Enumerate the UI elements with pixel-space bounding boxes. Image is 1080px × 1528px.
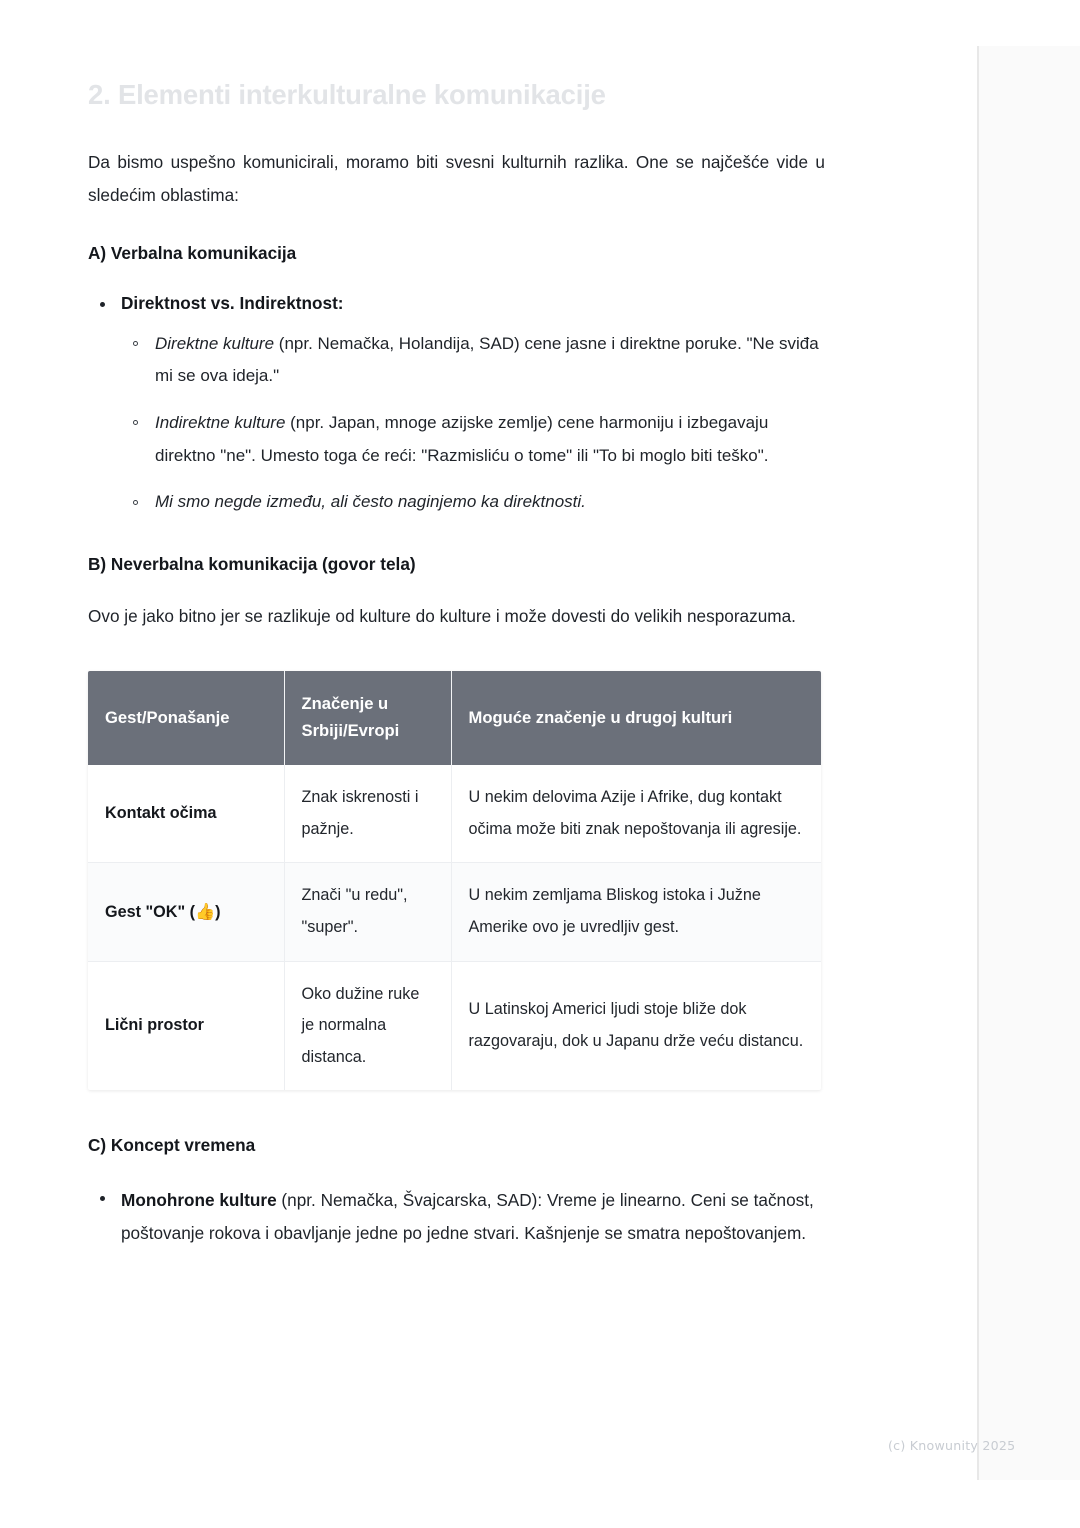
cell-meaning-local: Znak iskrenosti i pažnje. [284, 765, 451, 863]
cell-meaning-local: Oko dužine ruke je normalna distanca. [284, 961, 451, 1090]
page-title: 2. Elementi interkulturalne komunikacije [88, 79, 606, 110]
thumbs-up-icon: 👍 [195, 901, 216, 921]
gestures-table [88, 671, 821, 1090]
cell-gesture-name: Kontakt očima [88, 765, 284, 863]
column-header-meaning-other: Moguće značenje u drugoj kulturi [451, 671, 821, 765]
cell-gesture-name-suffix: ) [215, 902, 221, 921]
right-page-edge-panel [977, 46, 1080, 1480]
section-b-heading: B) Neverbalna komunikacija (govor tela) [88, 553, 416, 574]
copyright-watermark: (c) Knowunity 2025 [888, 1438, 1016, 1453]
cell-gesture-name [88, 863, 284, 961]
cell-meaning-other: U nekim delovima Azije i Afrike, dug kontakt očima može biti znak nepoštovanja ili agresije. [468, 788, 802, 838]
cell-meaning-local: Znači "u redu", "super". [284, 863, 451, 961]
list-item [121, 407, 825, 472]
list-item-label: Direktnost vs. Indirektnost: [121, 292, 344, 313]
sublist-item-term: Direktne kulture [155, 333, 275, 353]
section-c-heading: C) Koncept vremena [88, 1135, 256, 1156]
table-row [88, 765, 821, 863]
list-item [121, 486, 825, 519]
section-a-heading: A) Verbalna komunikacija [88, 243, 297, 264]
column-header-meaning-local: Značenje u Srbiji/Evropi [284, 671, 451, 765]
list-item-text: (npr. Nemačka, Švajcarska, SAD): Vreme je linearno. Ceni se tačnost, poštovanje rokova i obavljanje jedne po jedne stvari. Kašnjenje se smatra nepoštovanjem. [121, 1189, 814, 1243]
list-item [88, 290, 825, 519]
cell-meaning-other: U nekim zemljama Bliskog istoka i Južne Amerike ovo je uvredljiv gest. [451, 863, 821, 961]
sublist-item-term: Mi smo negde između, ali često naginjemo ka direktnosti. [155, 492, 586, 512]
intro-paragraph: Da bismo uspešno komunicirali, moramo biti svesni kulturnih razlika. One se najčešće vide u sledećim oblastima: [88, 152, 825, 206]
sublist-item-term: Indirektne kulture [155, 413, 286, 433]
list-item-label: Monohrone kulture [121, 1189, 277, 1210]
table-row [88, 961, 821, 1090]
list-item [121, 328, 825, 393]
sublist-item-text: (npr. Japan, mnoge azijske zemlje) cene harmoniju i izbegavaju direktno "ne". Umesto toga će reći: "Razmisliću o tome" ili "To bi moglo biti teško". [155, 413, 769, 465]
table-row [88, 863, 821, 961]
table-header-row [88, 671, 821, 765]
bullet-disc-icon [100, 302, 105, 307]
section-c-bullet-list [88, 1184, 825, 1250]
cell-gesture-name: Lični prostor [88, 961, 284, 1090]
bullet-circle-icon [133, 341, 138, 346]
bullet-circle-icon [133, 500, 138, 505]
bullet-disc-icon [100, 1196, 105, 1201]
section-a-sublist [121, 328, 825, 519]
section-b-paragraph: Ovo je jako bitno jer se razlikuje od kulture do kulture i može dovesti do velikih nesporazuma. [88, 606, 796, 627]
gestures-table-wrapper [88, 671, 821, 1090]
cell-meaning-other: U Latinskoj Americi ljudi stoje bliže dok razgovaraju, dok u Japanu drže veću distancu. [451, 961, 821, 1090]
sublist-item-text: (npr. Nemačka, Holandija, SAD) cene jasne i direktne poruke. "Ne sviđa mi se ova ideja." [155, 333, 819, 386]
list-item [88, 1184, 825, 1250]
column-header-gesture: Gest/Ponašanje [88, 671, 284, 765]
bullet-circle-icon [133, 420, 138, 425]
table-header [88, 671, 821, 765]
section-a-bullet-list [88, 290, 825, 519]
table-body [88, 765, 821, 1090]
cell-gesture-name-text: Gest "OK" ( [105, 902, 196, 921]
